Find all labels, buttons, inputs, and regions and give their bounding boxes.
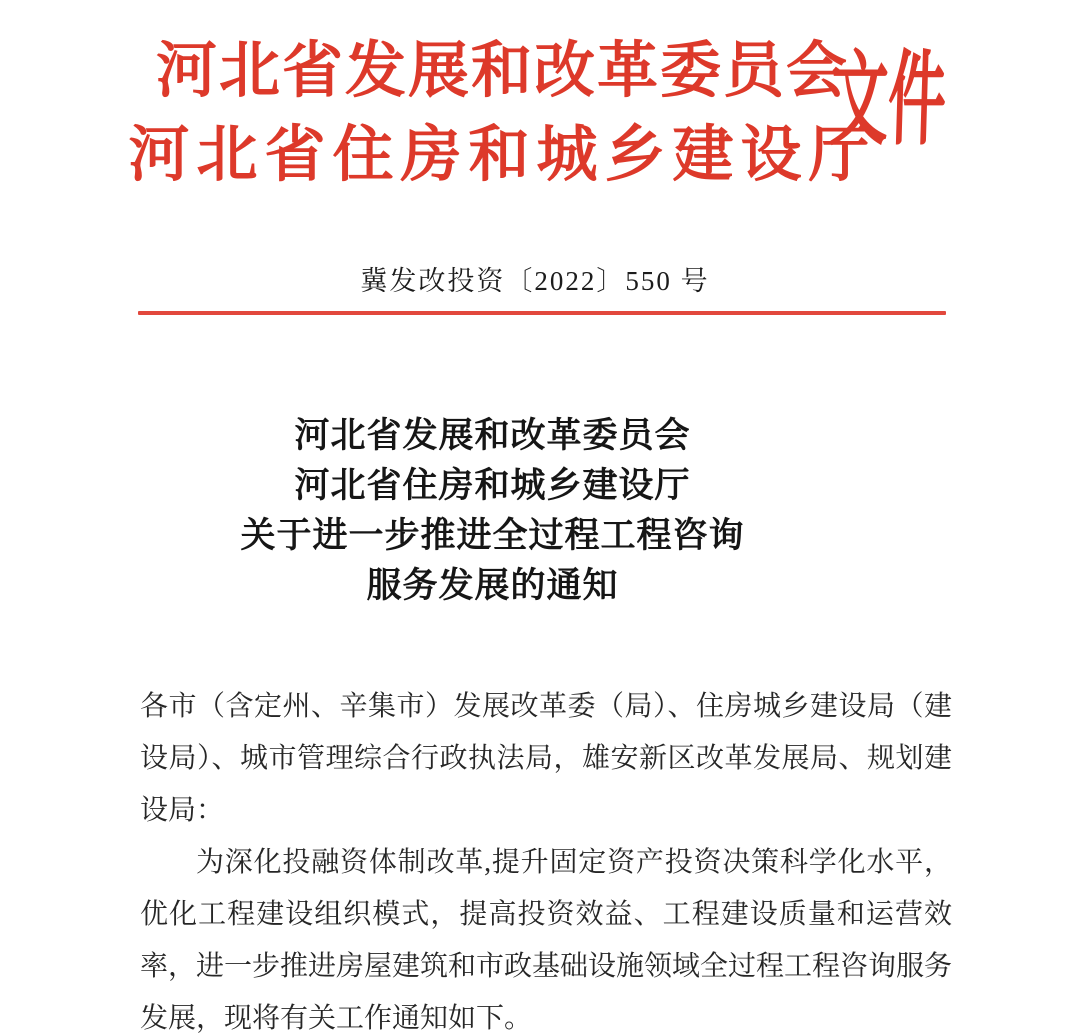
doc-title bbox=[0, 411, 985, 611]
opening-paragraph: 为深化投融资体制改革,提升固定资产投资决策科学化水平，优化工程建设组织模式，提高投资效益、工程建设质量和运营效率，进一步推进房屋建筑和市政基础设施领域全过程工程咨询服务发展，现将有关工作通知如下。 bbox=[140, 847, 953, 1033]
doc-type-label: 文件 bbox=[828, 44, 948, 158]
doc-title-line-1: 河北省发展和改革委员会 bbox=[294, 416, 691, 455]
letterhead bbox=[0, 0, 1080, 210]
letterhead-agency-line-1: 河北省发展和改革委员会 bbox=[155, 38, 849, 105]
doc-title-line-3: 关于进一步推进全过程工程咨询 bbox=[240, 516, 745, 555]
letterhead-agency-line-2: 河北省住房和城乡建设厅 bbox=[128, 122, 877, 189]
red-divider-line bbox=[138, 311, 946, 315]
doc-number: 冀发改投资〔2022〕550 号 bbox=[360, 266, 710, 296]
doc-title-line-2: 河北省住房和城乡建设厅 bbox=[294, 466, 691, 505]
doc-title-line-4: 服务发展的通知 bbox=[366, 566, 619, 605]
addressee-paragraph: 各市（含定州、辛集市）发展改革委（局）、住房城乡建设局（建设局）、城市管理综合行政执法局，雄安新区改革发展局、规划建设局： bbox=[140, 691, 952, 826]
doc-body bbox=[140, 681, 952, 1033]
